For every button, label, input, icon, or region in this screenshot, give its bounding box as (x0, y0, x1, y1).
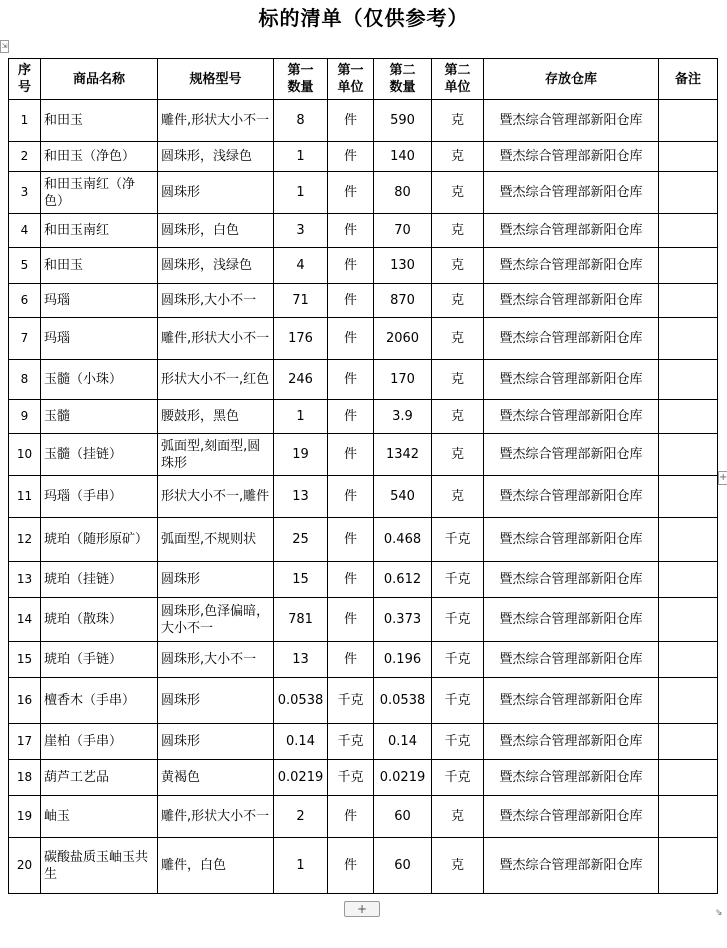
header-store: 存放仓库 (484, 59, 659, 100)
cell-store[interactable]: 暨杰综合管理部新阳仓库 (484, 598, 659, 642)
cell-name[interactable]: 和田玉南红 (41, 214, 158, 248)
cell-qty2[interactable]: 0.0538 (374, 678, 432, 724)
cell-no[interactable]: 14 (9, 598, 41, 642)
cell-spec[interactable]: 弧面型,刻面型,圆珠形 (158, 434, 274, 476)
table-row (9, 562, 718, 598)
cell-store[interactable]: 暨杰综合管理部新阳仓库 (484, 518, 659, 562)
cell-unit2[interactable]: 克 (432, 284, 484, 318)
cell-qty2[interactable]: 60 (374, 796, 432, 838)
cell-store[interactable]: 暨杰综合管理部新阳仓库 (484, 724, 659, 760)
cell-unit2[interactable]: 千克 (432, 678, 484, 724)
cell-unit1[interactable]: 件 (328, 214, 374, 248)
item-list-table (8, 58, 718, 894)
table-row (9, 476, 718, 518)
cell-qty2[interactable]: 170 (374, 360, 432, 400)
cell-no[interactable]: 11 (9, 476, 41, 518)
cell-spec[interactable]: 圆珠形 (158, 724, 274, 760)
cell-note[interactable] (659, 100, 718, 142)
cell-unit2[interactable]: 千克 (432, 724, 484, 760)
cell-qty2[interactable]: 130 (374, 248, 432, 284)
cell-qty2[interactable]: 870 (374, 284, 432, 318)
cell-qty2[interactable]: 0.373 (374, 598, 432, 642)
cell-store[interactable]: 暨杰综合管理部新阳仓库 (484, 172, 659, 214)
table-row (9, 400, 718, 434)
cell-qty2[interactable]: 590 (374, 100, 432, 142)
cell-unit2[interactable]: 千克 (432, 518, 484, 562)
cell-name[interactable]: 檀香木（手串） (41, 678, 158, 724)
cell-qty1[interactable]: 2 (274, 796, 328, 838)
cell-no[interactable]: 3 (9, 172, 41, 214)
cell-qty1[interactable]: 13 (274, 642, 328, 678)
cell-note[interactable] (659, 476, 718, 518)
cell-note[interactable] (659, 434, 718, 476)
cell-qty1[interactable]: 3 (274, 214, 328, 248)
cell-unit1[interactable]: 千克 (328, 724, 374, 760)
cell-no[interactable]: 8 (9, 360, 41, 400)
cell-spec[interactable]: 弧面型,不规则状 (158, 518, 274, 562)
cell-note[interactable] (659, 642, 718, 678)
cell-qty1[interactable]: 1 (274, 142, 328, 172)
cell-qty1[interactable]: 246 (274, 360, 328, 400)
cell-spec[interactable]: 圆珠形,大小不一 (158, 284, 274, 318)
table-header-row (9, 59, 718, 100)
cell-no[interactable]: 20 (9, 838, 41, 894)
cell-spec[interactable]: 圆珠形 (158, 562, 274, 598)
header-note: 备注 (659, 59, 718, 100)
table-row (9, 518, 718, 562)
cell-store[interactable]: 暨杰综合管理部新阳仓库 (484, 284, 659, 318)
cell-unit1[interactable]: 件 (328, 476, 374, 518)
cell-name[interactable]: 和田玉（净色） (41, 142, 158, 172)
cell-qty2[interactable]: 2060 (374, 318, 432, 360)
cell-qty1[interactable]: 15 (274, 562, 328, 598)
cell-unit2[interactable]: 克 (432, 100, 484, 142)
cell-spec[interactable]: 雕件，白色 (158, 838, 274, 894)
cell-note[interactable] (659, 518, 718, 562)
table-row (9, 678, 718, 724)
cell-qty2[interactable]: 70 (374, 214, 432, 248)
cell-no[interactable]: 13 (9, 562, 41, 598)
table-row (9, 760, 718, 796)
page-title: 标的清单（仅供参考） (258, 6, 469, 30)
cell-no[interactable]: 7 (9, 318, 41, 360)
cell-qty2[interactable]: 0.612 (374, 562, 432, 598)
cell-no[interactable]: 4 (9, 214, 41, 248)
table-move-handle-icon[interactable]: ⇲ (0, 40, 9, 53)
cell-name[interactable]: 琥珀（挂链） (41, 562, 158, 598)
cell-name[interactable]: 琥珀（随形原矿） (41, 518, 158, 562)
table-row (9, 434, 718, 476)
cell-unit1[interactable]: 件 (328, 598, 374, 642)
cell-qty1[interactable]: 8 (274, 100, 328, 142)
cell-unit1[interactable]: 件 (328, 360, 374, 400)
cell-unit1[interactable]: 千克 (328, 760, 374, 796)
table-row (9, 642, 718, 678)
cell-note[interactable] (659, 318, 718, 360)
cell-spec[interactable]: 圆珠形，浅绿色 (158, 248, 274, 284)
cell-no[interactable]: 12 (9, 518, 41, 562)
cell-name[interactable]: 玉髓（小珠） (41, 360, 158, 400)
cell-name[interactable]: 葫芦工艺品 (41, 760, 158, 796)
cell-qty1[interactable]: 25 (274, 518, 328, 562)
cell-spec[interactable]: 雕件,形状大小不一 (158, 318, 274, 360)
cell-spec[interactable]: 圆珠形,色泽偏暗，大小不一 (158, 598, 274, 642)
cell-unit2[interactable]: 克 (432, 434, 484, 476)
header-spec: 规格型号 (158, 59, 274, 100)
cell-name[interactable]: 琥珀（手链） (41, 642, 158, 678)
cell-unit1[interactable]: 件 (328, 172, 374, 214)
table-row (9, 172, 718, 214)
table-row (9, 724, 718, 760)
table-row (9, 838, 718, 894)
cell-spec[interactable]: 圆珠形，浅绿色 (158, 142, 274, 172)
cell-note[interactable] (659, 678, 718, 724)
cell-note[interactable] (659, 284, 718, 318)
cell-no[interactable]: 10 (9, 434, 41, 476)
cell-qty1[interactable]: 71 (274, 284, 328, 318)
cell-qty1[interactable]: 781 (274, 598, 328, 642)
cell-unit2[interactable]: 克 (432, 318, 484, 360)
cell-qty1[interactable]: 176 (274, 318, 328, 360)
cell-unit1[interactable]: 件 (328, 562, 374, 598)
cell-spec[interactable]: 黄褐色 (158, 760, 274, 796)
add-row-button[interactable]: + (344, 901, 380, 917)
cell-qty2[interactable]: 3.9 (374, 400, 432, 434)
cell-qty2[interactable]: 0.196 (374, 642, 432, 678)
cell-qty1[interactable]: 19 (274, 434, 328, 476)
header-name: 商品名称 (41, 59, 158, 100)
cell-no[interactable]: 16 (9, 678, 41, 724)
cell-store[interactable]: 暨杰综合管理部新阳仓库 (484, 642, 659, 678)
cell-name[interactable]: 玛瑙 (41, 318, 158, 360)
cell-no[interactable]: 15 (9, 642, 41, 678)
header-unit2: 第二单位 (432, 59, 484, 100)
cell-unit2[interactable]: 千克 (432, 562, 484, 598)
table-row (9, 598, 718, 642)
cell-spec[interactable]: 圆珠形，白色 (158, 214, 274, 248)
cell-unit1[interactable]: 件 (328, 284, 374, 318)
cell-unit1[interactable]: 件 (328, 642, 374, 678)
cell-qty1[interactable]: 13 (274, 476, 328, 518)
cell-store[interactable]: 暨杰综合管理部新阳仓库 (484, 214, 659, 248)
cell-name[interactable]: 玛瑙（手串） (41, 476, 158, 518)
cell-unit2[interactable]: 千克 (432, 598, 484, 642)
table-row (9, 284, 718, 318)
table-row (9, 100, 718, 142)
cell-store[interactable]: 暨杰综合管理部新阳仓库 (484, 838, 659, 894)
cell-spec[interactable]: 雕件,形状大小不一 (158, 100, 274, 142)
cell-qty2[interactable]: 1342 (374, 434, 432, 476)
cell-unit1[interactable]: 件 (328, 838, 374, 894)
cell-store[interactable]: 暨杰综合管理部新阳仓库 (484, 400, 659, 434)
cell-store[interactable]: 暨杰综合管理部新阳仓库 (484, 434, 659, 476)
header-no: 序号 (9, 59, 41, 100)
cell-name[interactable]: 琥珀（散珠） (41, 598, 158, 642)
cell-note[interactable] (659, 562, 718, 598)
cell-unit2[interactable]: 克 (432, 214, 484, 248)
cell-note[interactable] (659, 400, 718, 434)
cell-unit1[interactable]: 件 (328, 318, 374, 360)
cell-name[interactable]: 玛瑙 (41, 284, 158, 318)
cell-spec[interactable]: 圆珠形 (158, 678, 274, 724)
cell-qty2[interactable]: 0.14 (374, 724, 432, 760)
cell-note[interactable] (659, 142, 718, 172)
cell-unit1[interactable]: 件 (328, 100, 374, 142)
cell-unit2[interactable]: 克 (432, 838, 484, 894)
cell-qty2[interactable]: 0.0219 (374, 760, 432, 796)
cell-no[interactable]: 17 (9, 724, 41, 760)
cell-no[interactable]: 18 (9, 760, 41, 796)
cell-unit2[interactable]: 克 (432, 248, 484, 284)
cell-spec[interactable]: 雕件,形状大小不一 (158, 796, 274, 838)
cell-unit2[interactable]: 克 (432, 360, 484, 400)
cell-no[interactable]: 5 (9, 248, 41, 284)
cell-unit2[interactable]: 千克 (432, 760, 484, 796)
cell-unit2[interactable]: 千克 (432, 642, 484, 678)
cell-note[interactable] (659, 724, 718, 760)
header-qty2: 第二数量 (374, 59, 432, 100)
cell-note[interactable] (659, 796, 718, 838)
cell-name[interactable]: 崖柏（手串） (41, 724, 158, 760)
cell-store[interactable]: 暨杰综合管理部新阳仓库 (484, 562, 659, 598)
cell-unit2[interactable]: 克 (432, 142, 484, 172)
cell-store[interactable]: 暨杰综合管理部新阳仓库 (484, 100, 659, 142)
cell-store[interactable]: 暨杰综合管理部新阳仓库 (484, 476, 659, 518)
table-row (9, 248, 718, 284)
cell-qty2[interactable]: 60 (374, 838, 432, 894)
cell-name[interactable]: 岫玉 (41, 796, 158, 838)
cell-unit1[interactable]: 件 (328, 142, 374, 172)
cell-qty2[interactable]: 540 (374, 476, 432, 518)
cell-qty1[interactable]: 0.0538 (274, 678, 328, 724)
cell-unit2[interactable]: 克 (432, 400, 484, 434)
cell-unit1[interactable]: 件 (328, 518, 374, 562)
cell-note[interactable] (659, 214, 718, 248)
cell-no[interactable]: 19 (9, 796, 41, 838)
header-qty1: 第一数量 (274, 59, 328, 100)
cell-spec[interactable]: 圆珠形,大小不一 (158, 642, 274, 678)
header-unit1: 第一单位 (328, 59, 374, 100)
cell-no[interactable]: 1 (9, 100, 41, 142)
cell-note[interactable] (659, 760, 718, 796)
cell-store[interactable]: 暨杰综合管理部新阳仓库 (484, 760, 659, 796)
cell-store[interactable]: 暨杰综合管理部新阳仓库 (484, 678, 659, 724)
table-row (9, 214, 718, 248)
cell-qty1[interactable]: 1 (274, 400, 328, 434)
table-resize-icon[interactable]: ⇘ (715, 908, 723, 918)
table-row (9, 318, 718, 360)
add-column-button[interactable]: + (719, 472, 727, 483)
cell-qty2[interactable]: 80 (374, 172, 432, 214)
cell-qty1[interactable]: 1 (274, 838, 328, 894)
cell-name[interactable]: 和田玉 (41, 100, 158, 142)
cell-qty1[interactable]: 0.0219 (274, 760, 328, 796)
cell-store[interactable]: 暨杰综合管理部新阳仓库 (484, 796, 659, 838)
cell-unit2[interactable]: 克 (432, 796, 484, 838)
cell-name[interactable]: 玉髓（挂链） (41, 434, 158, 476)
cell-store[interactable]: 暨杰综合管理部新阳仓库 (484, 248, 659, 284)
cell-note[interactable] (659, 838, 718, 894)
cell-store[interactable]: 暨杰综合管理部新阳仓库 (484, 318, 659, 360)
cell-no[interactable]: 6 (9, 284, 41, 318)
cell-store[interactable]: 暨杰综合管理部新阳仓库 (484, 142, 659, 172)
cell-unit1[interactable]: 件 (328, 796, 374, 838)
cell-unit1[interactable]: 件 (328, 248, 374, 284)
cell-name[interactable]: 碳酸盐质玉岫玉共生 (41, 838, 158, 894)
table-row (9, 360, 718, 400)
cell-name[interactable]: 和田玉 (41, 248, 158, 284)
cell-qty2[interactable]: 140 (374, 142, 432, 172)
cell-note[interactable] (659, 360, 718, 400)
cell-spec[interactable]: 形状大小不一,雕件 (158, 476, 274, 518)
cell-qty1[interactable]: 4 (274, 248, 328, 284)
cell-name[interactable]: 和田玉南红（净色） (41, 172, 158, 214)
cell-unit2[interactable]: 克 (432, 476, 484, 518)
cell-spec[interactable]: 形状大小不一,红色 (158, 360, 274, 400)
cell-unit1[interactable]: 千克 (328, 678, 374, 724)
cell-no[interactable]: 2 (9, 142, 41, 172)
table-row (9, 796, 718, 838)
cell-qty2[interactable]: 0.468 (374, 518, 432, 562)
cell-note[interactable] (659, 598, 718, 642)
cell-no[interactable]: 9 (9, 400, 41, 434)
cell-unit1[interactable]: 件 (328, 400, 374, 434)
cell-note[interactable] (659, 248, 718, 284)
cell-spec[interactable]: 圆珠形 (158, 172, 274, 214)
cell-qty1[interactable]: 1 (274, 172, 328, 214)
table-row (9, 142, 718, 172)
cell-unit1[interactable]: 件 (328, 434, 374, 476)
cell-store[interactable]: 暨杰综合管理部新阳仓库 (484, 360, 659, 400)
cell-note[interactable] (659, 172, 718, 214)
cell-unit2[interactable]: 克 (432, 172, 484, 214)
cell-name[interactable]: 玉髓 (41, 400, 158, 434)
cell-qty1[interactable]: 0.14 (274, 724, 328, 760)
cell-spec[interactable]: 腰鼓形，黑色 (158, 400, 274, 434)
